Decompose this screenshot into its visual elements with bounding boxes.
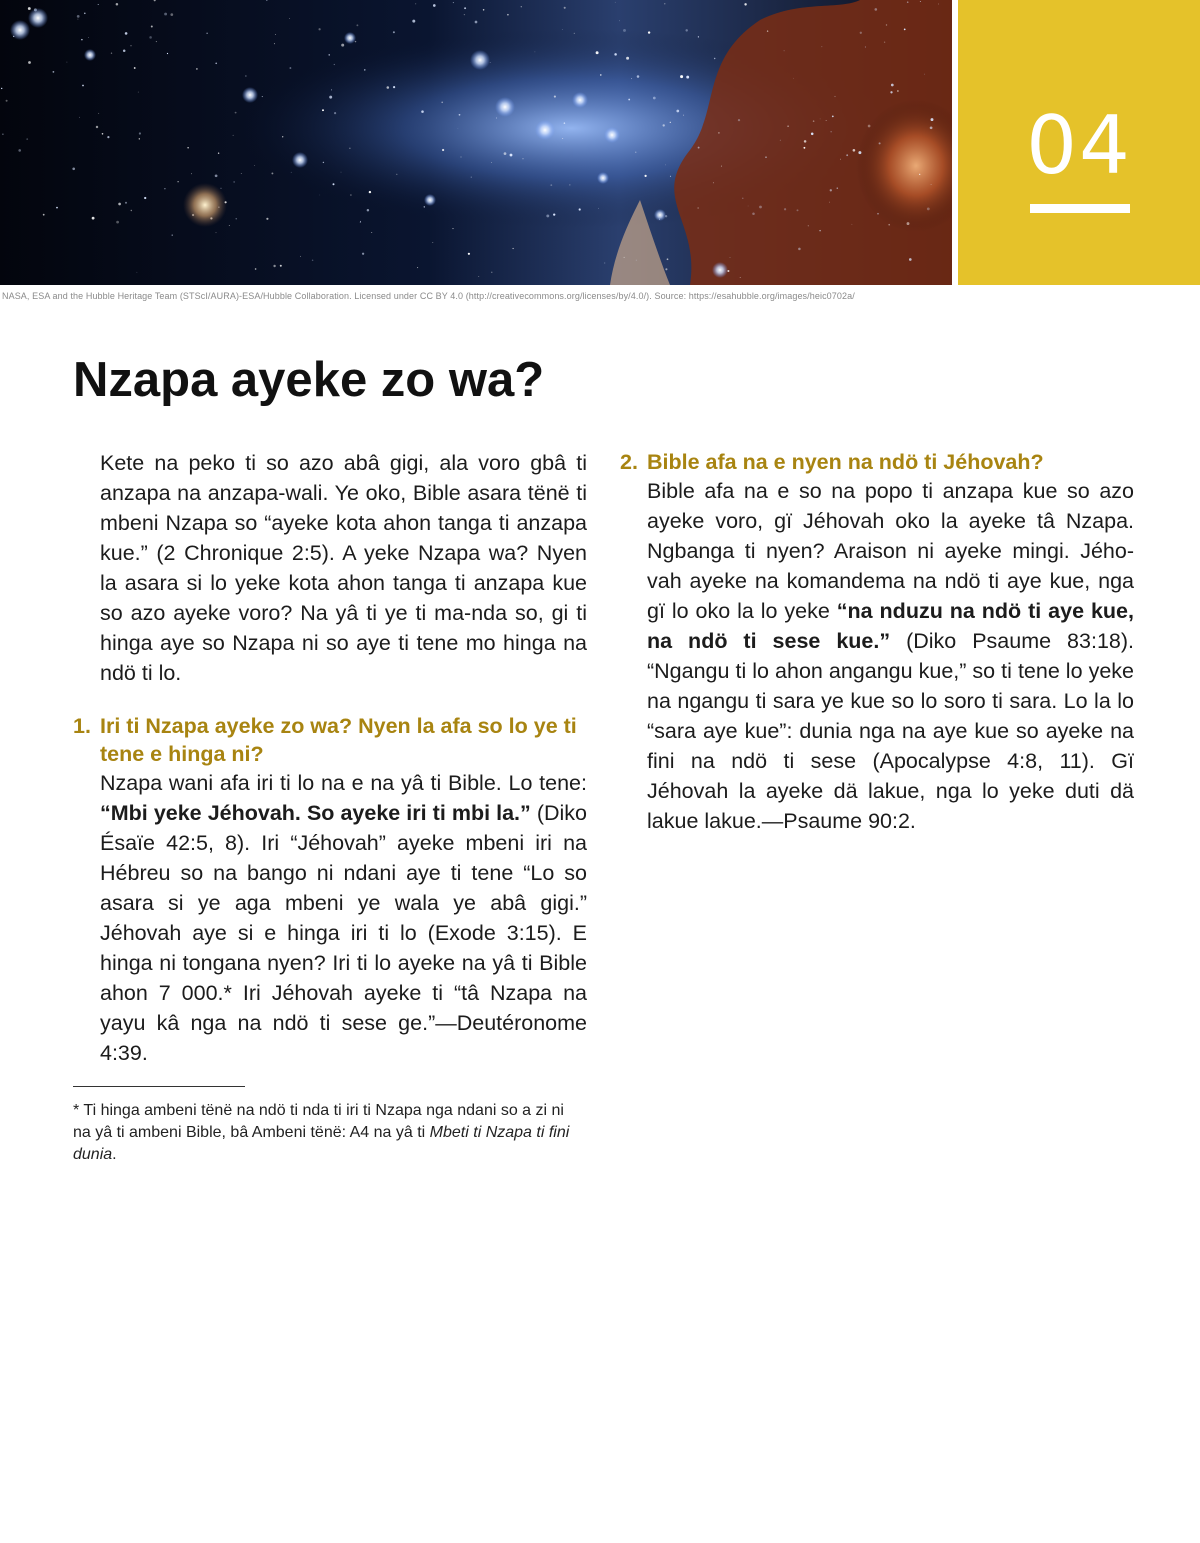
section-2-text-a: Bible afa na e so na popo ti anzapa kue so azo ayeke voro, gï Jéhovah oko la ayeke tâ Nzapa. Ngbanga ti nyen? Araison ni ayeke mingi. Jého-vah ayeke na komandema na ndö ti aye kue, nga gï lo oko la lo yeke <box>647 479 1134 623</box>
section-2-paragraph <box>620 476 1134 836</box>
section-2-text-b: (Diko Psaume 83:18). “Ngangu ti lo ahon angangu kue,” so ti tene lo yeke na ngangu ti sara ye kue so lo soro ti sara. Lo la lo “sara aye kue”: dunia nga na aye kue so ayeke na fini na ndö ti sese (Apocalypse 4:8, 11). Gï Jéhovah la ayeke dä lakue, nga lo yeke duti dä lakue lakue.—Psaume 90:2. <box>647 629 1134 833</box>
section-1-text-a: Nzapa wani afa iri ti lo na e na yâ ti Bible. Lo tene: <box>100 771 587 795</box>
section-2-heading <box>620 448 1134 476</box>
section-1-paragraph <box>73 768 587 1068</box>
section-2 <box>620 448 1134 836</box>
footnote-text: * Ti hinga ambeni tënë na ndö ti nda ti iri ti Nzapa nga ndani so a zi ni na yâ ti ambeni Bible, bâ Ambeni tënë: A4 na yâ ti <box>73 1102 564 1141</box>
right-column <box>620 448 1134 836</box>
left-column <box>73 448 587 1068</box>
lesson-title: Nzapa ayeke zo wa? <box>73 353 545 407</box>
section-2-heading-text: Bible afa na e nyen na ndö ti Jéhovah? <box>647 450 1044 474</box>
intro-paragraph: Kete na peko ti so azo abâ gigi, ala voro gbâ ti anzapa na anzapa-wali. Ye oko, Bible asara tënë ti mbeni Nzapa so “ayeke kota ahon tanga ti anzapa kue.” (2 Chronique 2:5). A yeke Nzapa wa? Nyen la asara si lo yeke kota ahon tanga ti anzapa kue so azo ayeke voro? Na yâ ti ye ti ma-nda so, gi ti hinga aye so Nzapa ni so aye ti tene mo hinga na ndö ti lo. <box>100 451 587 685</box>
section-1 <box>73 712 587 1068</box>
section-1-bold-quote: “Mbi yeke Jéhovah. So ayeke iri ti mbi la.” <box>100 801 531 825</box>
section-1-text-b: (Diko Ésaïe 42:5, 8). Iri “Jéhovah” ayeke mbeni iri na Hébreu so na bango ni ndani aye ti tene “Lo so asara si ye aga mbeni ye wala ye abâ gigi.” Jéhovah aye si e hinga iri ti lo (Exode 3:15). E hinga ni tongana nyen? Iri ti lo ayeke na yâ ti Bible ahon 7 000.* Iri Jéhovah ayeke ti “tâ Nzapa na yayu kâ nga na ndö ti sese ge.”—Deutéronome 4:39. <box>100 801 587 1065</box>
section-1-number: 1. <box>73 714 91 738</box>
chapter-number: 04 <box>1026 99 1132 192</box>
section-1-heading-text: Iri ti Nzapa ayeke zo wa? Nyen la afa so lo ye ti tene e hinga ni? <box>100 714 577 766</box>
footnote <box>73 1100 573 1166</box>
section-1-heading <box>73 712 587 768</box>
chapter-badge <box>958 0 1200 285</box>
image-credit: NASA, ESA and the Hubble Heritage Team (STScI/AURA)-ESA/Hubble Collaboration. Licensed under CC BY 4.0 (http://creativecommons.org/licenses/by/4.0/). Source: https://esahubble.org/images/heic0702a/ <box>2 291 855 301</box>
hero-nebula-image <box>0 0 952 285</box>
footnote-divider <box>73 1086 245 1087</box>
section-2-number: 2. <box>620 450 638 474</box>
footnote-end: . <box>112 1146 117 1163</box>
nebula-illustration <box>0 0 952 285</box>
chapter-badge-underline <box>1030 204 1130 213</box>
footnote-publication-title: Mbeti ti Nzapa ti fini dunia <box>73 1124 570 1163</box>
section-2-bold-quote: “na nduzu na ndö ti aye kue, na ndö ti sese kue.” <box>647 599 1134 653</box>
